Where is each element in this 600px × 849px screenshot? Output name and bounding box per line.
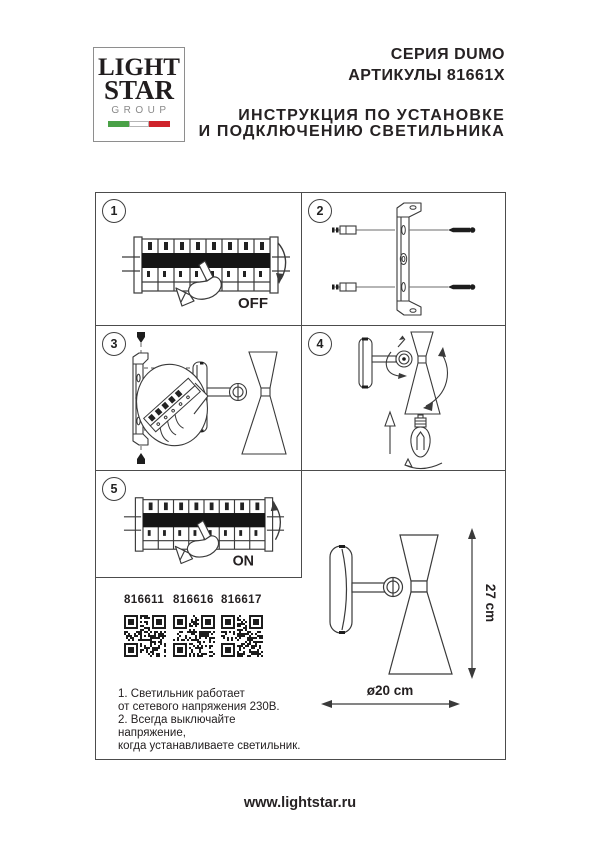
step-5-panel (96, 471, 302, 578)
instruction-title-line1: ИНСТРУКЦИЯ ПО УСТАНОВКЕ (238, 107, 505, 124)
flag-white-segment (129, 121, 150, 127)
lamp-arm-and-shade (207, 352, 286, 454)
flag-red-segment (149, 121, 170, 127)
circuit-breaker-on-illustration (120, 473, 288, 574)
note-line: 1. Светильник работает (118, 688, 245, 700)
canopy (330, 545, 352, 634)
circuit-breaker-off-illustration (120, 211, 292, 317)
italian-flag-bar (108, 121, 170, 127)
document-header (199, 44, 505, 139)
step-5-number: 5 (102, 477, 126, 501)
logo-light-text: LIGHT (98, 54, 180, 81)
canopy (359, 338, 372, 389)
diabolo-shade (405, 332, 440, 414)
arm-and-swivel (352, 578, 403, 597)
arm-and-swivel (372, 351, 412, 367)
height-dimension (468, 528, 498, 679)
instruction-grid (95, 192, 506, 760)
wiring-and-mounting-illustration (96, 326, 302, 470)
step-4-number: 4 (308, 332, 332, 356)
diameter-dimension (321, 683, 460, 708)
qr-and-notes-panel (96, 578, 302, 759)
step-2-number: 2 (308, 199, 332, 223)
qr-code (221, 615, 263, 657)
note-line: 2. Всегда выключайте напряжение, (118, 714, 236, 739)
on-label: ON (232, 553, 255, 570)
step-1-panel (96, 193, 302, 326)
height-label: 27 cm (483, 583, 498, 623)
mounting-bracket-illustration (302, 193, 505, 325)
qr-article-label: 816611 (124, 594, 165, 606)
step-3-panel (96, 326, 302, 471)
note-line: от сетевого напряжения 230В. (118, 701, 280, 713)
note-line: когда устанавливаете светильник. (118, 740, 301, 752)
diameter-label: ø20 cm (366, 683, 414, 698)
diabolo-shade (389, 535, 452, 674)
dimensions-panel (302, 471, 505, 759)
lightstar-logo (93, 47, 185, 142)
series-title: СЕРИЯ DUMO (390, 46, 505, 63)
light-bulb-icon (411, 415, 430, 457)
flag-green-segment (108, 121, 129, 127)
qr-code (173, 615, 215, 657)
instruction-title-line2: И ПОДКЛЮЧЕНИЮ СВЕТИЛЬНИКА (198, 122, 505, 140)
off-label: OFF (238, 295, 268, 312)
safety-notes (118, 688, 302, 753)
lamp-adjustment-illustration (302, 326, 505, 470)
step-4-panel (302, 326, 505, 471)
qr-article-label: 816617 (221, 594, 262, 606)
screw-in-arrow-icon (405, 459, 442, 469)
logo-group-text: GROUP (111, 105, 171, 116)
step-1-number: 1 (102, 199, 126, 223)
insert-arrow-icon (385, 412, 395, 454)
instruction-title (199, 108, 505, 139)
logo-star-text: STAR (103, 75, 175, 105)
articles-title: АРТИКУЛЫ 81661X (348, 67, 505, 84)
step-3-number: 3 (102, 332, 126, 356)
step-2-panel (302, 193, 505, 326)
qr-code (124, 615, 166, 657)
qr-article-label: 816616 (173, 594, 214, 606)
lamp-dimensions-illustration (302, 471, 505, 759)
website-url: www.lightstar.ru (243, 795, 357, 811)
